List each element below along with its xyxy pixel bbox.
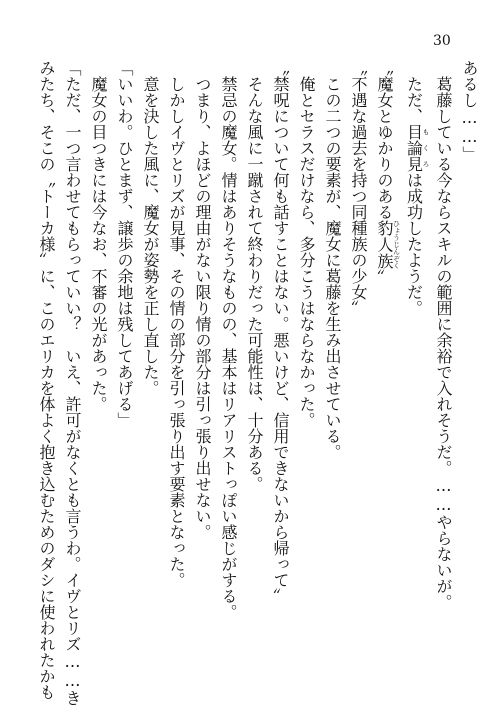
- text-line: あるし……」: [460, 60, 479, 162]
- text-line: そんな風に一蹴されて終わりだった可能性は、十分ある。: [245, 60, 264, 492]
- text-line: ただ、目論見もくろは成功したようだ。: [404, 60, 430, 316]
- text-line: この二つの要素が、魔女に葛藤を生み出させている。: [323, 60, 342, 460]
- text-line: 〝魔女とゆかりのある豹人族ひょうじんぞく〟: [375, 60, 401, 285]
- text-line: しかしイヴとリズが見事、その情の部分を引っ張り出す要素となった。: [167, 60, 186, 588]
- page-number: 30: [433, 33, 451, 49]
- text-line: 〝禁呪について何も話すことはない。悪いけど、信用できないから帰って〟: [271, 60, 290, 604]
- ruby-text: 豹人族ひょうじんぞく: [375, 219, 401, 269]
- text-line: 意を決した風に、魔女が姿勢を正し直した。: [141, 60, 160, 396]
- ruby-text: 目論見もくろ: [404, 124, 430, 172]
- novel-text-column-block: [33, 60, 482, 706]
- text-line: 葛藤している今ならスキルの範囲に余裕で入れそうだ。……やらないが。: [434, 60, 453, 610]
- text-line: 俺とセラスだけなら、多分こうはならなかった。: [297, 60, 316, 428]
- text-line: つまり、よほどの理由がない限り情の部分は引っ張り出せない。: [193, 60, 212, 540]
- text-line: 禁忌の魔女。情はありそうなものの、基本はリアリストっぽい感じがする。: [219, 60, 238, 620]
- text-line: 「いいわ。ひとまず、譲歩の余地は残してあげる」: [115, 60, 134, 428]
- text-line: 〝不遇な過去を持つ同種族の少女〟: [349, 60, 368, 316]
- text-line: 「ただ、一つ言わせてもらっていい？ いえ、許可がなくとも言うわ。イヴとリズ……き: [63, 60, 82, 706]
- text-line: みたち、そこの〝トーカ様〟に、このエリカを体よく抱き込むためのダシに使われたかも: [37, 60, 56, 700]
- text-line: 魔女の目つきには今なお、不審の光があった。: [89, 60, 108, 412]
